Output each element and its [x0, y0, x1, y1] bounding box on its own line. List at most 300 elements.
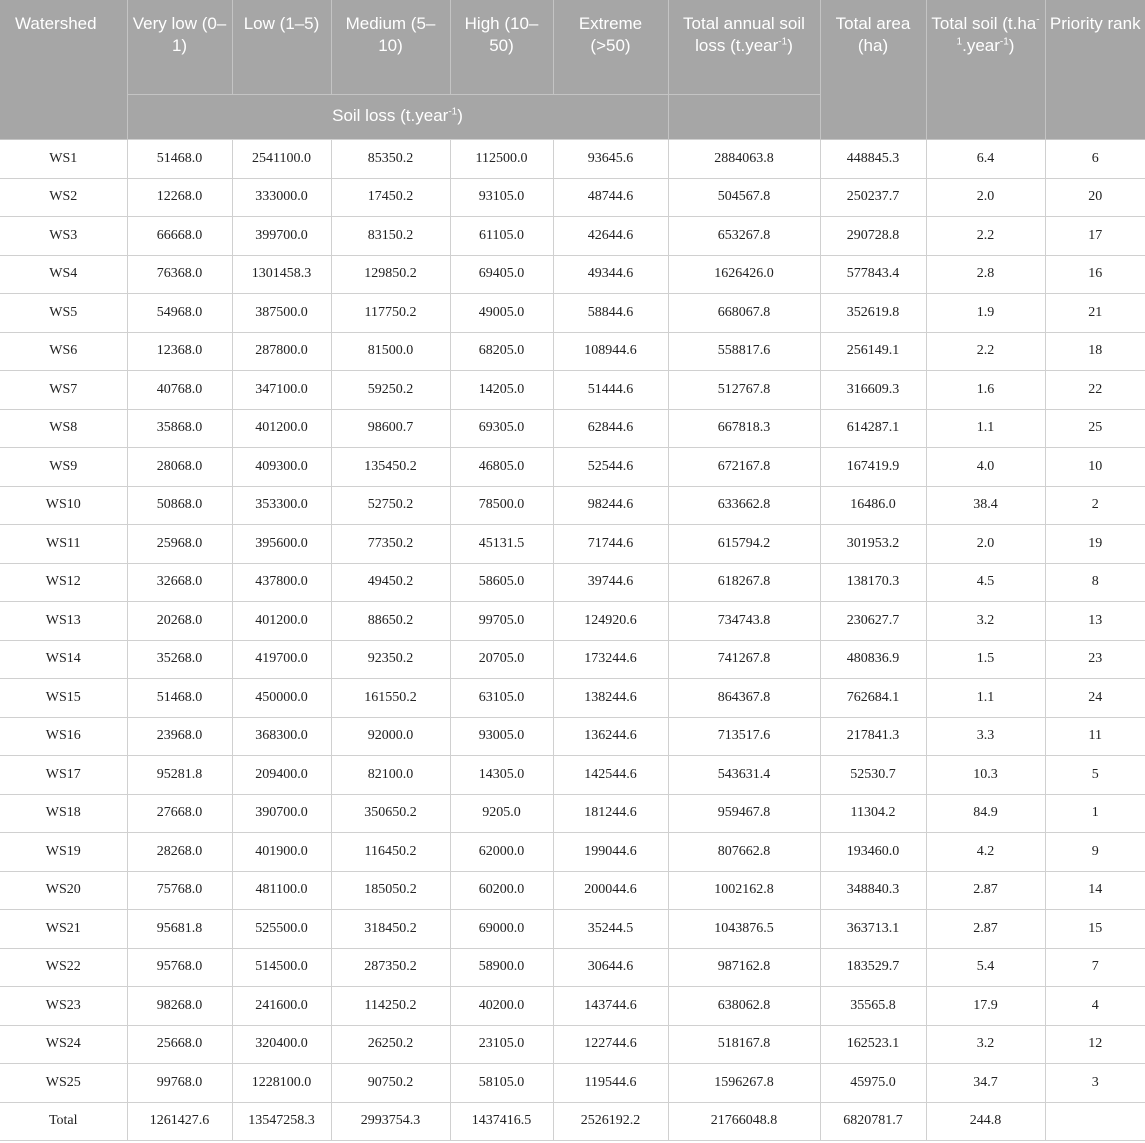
cell-low: 368300.0 [232, 717, 331, 756]
cell-priority-rank: 5 [1045, 756, 1145, 795]
cell-total-soil: 2.8 [926, 255, 1045, 294]
cell-extreme: 48744.6 [553, 178, 668, 217]
cell-total-soil: 84.9 [926, 794, 1045, 833]
table-row [0, 294, 1145, 333]
cell-very-low: 95681.8 [127, 910, 232, 949]
cell-watershed: WS4 [0, 255, 127, 294]
cell-high: 69000.0 [450, 910, 553, 949]
cell-medium: 17450.2 [331, 178, 450, 217]
cell-low: 1228100.0 [232, 1064, 331, 1103]
cell-total-area: 217841.3 [820, 717, 926, 756]
cell-total-area: 52530.7 [820, 756, 926, 795]
cell-priority-rank: 1 [1045, 794, 1145, 833]
cell-very-low: 12368.0 [127, 332, 232, 371]
cell-total-soil: 10.3 [926, 756, 1045, 795]
table-row [0, 140, 1145, 179]
cell-total-soil: 2.0 [926, 525, 1045, 564]
cell-total-annual-soil-loss: 807662.8 [668, 833, 820, 872]
table-row [0, 1025, 1145, 1064]
table-total-row [0, 1102, 1145, 1141]
cell-high: 62000.0 [450, 833, 553, 872]
cell-priority-rank [1045, 1102, 1145, 1141]
cell-high: 78500.0 [450, 486, 553, 525]
cell-extreme: 98244.6 [553, 486, 668, 525]
cell-very-low: 98268.0 [127, 987, 232, 1026]
cell-extreme: 108944.6 [553, 332, 668, 371]
cell-low: 437800.0 [232, 563, 331, 602]
cell-priority-rank: 12 [1045, 1025, 1145, 1064]
cell-extreme: 62844.6 [553, 409, 668, 448]
table-row [0, 987, 1145, 1026]
cell-medium: 59250.2 [331, 371, 450, 410]
cell-low: 399700.0 [232, 217, 331, 256]
cell-low: 525500.0 [232, 910, 331, 949]
cell-priority-rank: 13 [1045, 602, 1145, 641]
cell-very-low: 12268.0 [127, 178, 232, 217]
cell-total-annual-soil-loss: 672167.8 [668, 448, 820, 487]
header-total-annual-soil-loss: Total annual soil loss (t.year$^{-1}$) [668, 0, 820, 95]
cell-total-soil: 2.0 [926, 178, 1045, 217]
cell-total-annual-soil-loss: 668067.8 [668, 294, 820, 333]
cell-very-low: 76368.0 [127, 255, 232, 294]
cell-high: 58900.0 [450, 948, 553, 987]
cell-high: 60200.0 [450, 871, 553, 910]
cell-watershed: WS14 [0, 640, 127, 679]
header-very-low: Very low (0–1) [127, 0, 232, 95]
cell-high: 49005.0 [450, 294, 553, 333]
cell-extreme: 173244.6 [553, 640, 668, 679]
cell-very-low: 32668.0 [127, 563, 232, 602]
header-watershed: Watershed [0, 0, 127, 140]
table-row [0, 948, 1145, 987]
table-row [0, 1064, 1145, 1103]
cell-priority-rank: 11 [1045, 717, 1145, 756]
cell-low: 401200.0 [232, 409, 331, 448]
cell-total-soil: 34.7 [926, 1064, 1045, 1103]
cell-total-soil: 1.5 [926, 640, 1045, 679]
cell-high: 69305.0 [450, 409, 553, 448]
cell-extreme: 35244.5 [553, 910, 668, 949]
cell-extreme: 51444.6 [553, 371, 668, 410]
cell-watershed: WS18 [0, 794, 127, 833]
cell-extreme: 142544.6 [553, 756, 668, 795]
table-row [0, 371, 1145, 410]
table-row [0, 525, 1145, 564]
cell-low: 347100.0 [232, 371, 331, 410]
cell-total-soil: 2.2 [926, 332, 1045, 371]
cell-priority-rank: 20 [1045, 178, 1145, 217]
cell-watershed: WS12 [0, 563, 127, 602]
cell-extreme: 93645.6 [553, 140, 668, 179]
cell-very-low: 25668.0 [127, 1025, 232, 1064]
cell-low: 320400.0 [232, 1025, 331, 1064]
cell-extreme: 30644.6 [553, 948, 668, 987]
cell-priority-rank: 15 [1045, 910, 1145, 949]
cell-very-low: 1261427.6 [127, 1102, 232, 1141]
cell-priority-rank: 9 [1045, 833, 1145, 872]
cell-high: 1437416.5 [450, 1102, 553, 1141]
cell-total-soil: 2.87 [926, 910, 1045, 949]
cell-total-area: 448845.3 [820, 140, 926, 179]
cell-very-low: 27668.0 [127, 794, 232, 833]
cell-total-area: 167419.9 [820, 448, 926, 487]
cell-medium: 82100.0 [331, 756, 450, 795]
cell-extreme: 199044.6 [553, 833, 668, 872]
cell-watershed: WS2 [0, 178, 127, 217]
cell-total-annual-soil-loss: 741267.8 [668, 640, 820, 679]
cell-total-area: 11304.2 [820, 794, 926, 833]
header-soil-loss-group: Soil loss (t.year$^{-1}$) [127, 95, 668, 140]
header-high: High (10–50) [450, 0, 553, 95]
cell-medium: 85350.2 [331, 140, 450, 179]
cell-very-low: 35268.0 [127, 640, 232, 679]
cell-total-annual-soil-loss: 543631.4 [668, 756, 820, 795]
cell-high: 14205.0 [450, 371, 553, 410]
cell-medium: 350650.2 [331, 794, 450, 833]
cell-total-annual-soil-loss: 618267.8 [668, 563, 820, 602]
cell-very-low: 40768.0 [127, 371, 232, 410]
cell-total-annual-soil-loss: 2884063.8 [668, 140, 820, 179]
cell-very-low: 99768.0 [127, 1064, 232, 1103]
cell-total-area: 138170.3 [820, 563, 926, 602]
cell-low: 287800.0 [232, 332, 331, 371]
cell-total-soil: 3.3 [926, 717, 1045, 756]
cell-total-area: 45975.0 [820, 1064, 926, 1103]
cell-high: 58105.0 [450, 1064, 553, 1103]
cell-very-low: 23968.0 [127, 717, 232, 756]
cell-high: 23105.0 [450, 1025, 553, 1064]
header-blank-cell [668, 95, 820, 140]
cell-total-area: 183529.7 [820, 948, 926, 987]
header-total-soil: Total soil $(t.ha^{-1}.year^{-1})$ [926, 0, 1045, 140]
cell-high: 93005.0 [450, 717, 553, 756]
cell-priority-rank: 18 [1045, 332, 1145, 371]
cell-watershed: WS15 [0, 679, 127, 718]
table-row [0, 871, 1145, 910]
cell-extreme: 124920.6 [553, 602, 668, 641]
cell-low: 481100.0 [232, 871, 331, 910]
cell-total-soil: 1.1 [926, 409, 1045, 448]
cell-medium: 81500.0 [331, 332, 450, 371]
cell-watershed: WS21 [0, 910, 127, 949]
cell-priority-rank: 8 [1045, 563, 1145, 602]
cell-very-low: 25968.0 [127, 525, 232, 564]
cell-total-annual-soil-loss: 734743.8 [668, 602, 820, 641]
cell-total-area: 290728.8 [820, 217, 926, 256]
cell-very-low: 54968.0 [127, 294, 232, 333]
cell-medium: 90750.2 [331, 1064, 450, 1103]
cell-low: 333000.0 [232, 178, 331, 217]
cell-extreme: 49344.6 [553, 255, 668, 294]
cell-priority-rank: 3 [1045, 1064, 1145, 1103]
cell-watershed: WS13 [0, 602, 127, 641]
table-row [0, 756, 1145, 795]
cell-high: 61105.0 [450, 217, 553, 256]
cell-total-soil: 17.9 [926, 987, 1045, 1026]
header-medium: Medium (5–10) [331, 0, 450, 95]
table-row [0, 178, 1145, 217]
cell-medium: 98600.7 [331, 409, 450, 448]
cell-low: 419700.0 [232, 640, 331, 679]
cell-high: 63105.0 [450, 679, 553, 718]
cell-total-area: 301953.2 [820, 525, 926, 564]
cell-total-annual-soil-loss: 653267.8 [668, 217, 820, 256]
cell-high: 69405.0 [450, 255, 553, 294]
cell-total-annual-soil-loss: 667818.3 [668, 409, 820, 448]
cell-total-area: 614287.1 [820, 409, 926, 448]
cell-priority-rank: 21 [1045, 294, 1145, 333]
cell-low: 401900.0 [232, 833, 331, 872]
cell-watershed: WS5 [0, 294, 127, 333]
cell-total-annual-soil-loss: 615794.2 [668, 525, 820, 564]
cell-extreme: 39744.6 [553, 563, 668, 602]
table-row [0, 679, 1145, 718]
cell-total-annual-soil-loss: 1002162.8 [668, 871, 820, 910]
cell-total-annual-soil-loss: 518167.8 [668, 1025, 820, 1064]
cell-total-area: 250237.7 [820, 178, 926, 217]
table-row [0, 563, 1145, 602]
cell-total-annual-soil-loss: 504567.8 [668, 178, 820, 217]
cell-low: 401200.0 [232, 602, 331, 641]
cell-total-area: 352619.8 [820, 294, 926, 333]
cell-total-soil: 1.9 [926, 294, 1045, 333]
cell-low: 241600.0 [232, 987, 331, 1026]
cell-very-low: 95281.8 [127, 756, 232, 795]
cell-medium: 92350.2 [331, 640, 450, 679]
cell-medium: 114250.2 [331, 987, 450, 1026]
cell-priority-rank: 19 [1045, 525, 1145, 564]
cell-low: 390700.0 [232, 794, 331, 833]
cell-watershed: WS8 [0, 409, 127, 448]
cell-total-annual-soil-loss: 638062.8 [668, 987, 820, 1026]
header-total-area: Total area (ha) [820, 0, 926, 140]
cell-watershed: Total [0, 1102, 127, 1141]
cell-watershed: WS3 [0, 217, 127, 256]
cell-medium: 26250.2 [331, 1025, 450, 1064]
cell-very-low: 66668.0 [127, 217, 232, 256]
cell-priority-rank: 14 [1045, 871, 1145, 910]
cell-total-area: 316609.3 [820, 371, 926, 410]
cell-total-annual-soil-loss: 864367.8 [668, 679, 820, 718]
cell-watershed: WS1 [0, 140, 127, 179]
cell-watershed: WS10 [0, 486, 127, 525]
cell-total-soil: 1.1 [926, 679, 1045, 718]
cell-total-annual-soil-loss: 512767.8 [668, 371, 820, 410]
cell-medium: 83150.2 [331, 217, 450, 256]
table-row [0, 448, 1145, 487]
cell-low: 209400.0 [232, 756, 331, 795]
cell-watershed: WS25 [0, 1064, 127, 1103]
cell-very-low: 95768.0 [127, 948, 232, 987]
cell-high: 112500.0 [450, 140, 553, 179]
cell-medium: 185050.2 [331, 871, 450, 910]
cell-priority-rank: 4 [1045, 987, 1145, 1026]
cell-priority-rank: 24 [1045, 679, 1145, 718]
cell-watershed: WS23 [0, 987, 127, 1026]
cell-total-annual-soil-loss: 1596267.8 [668, 1064, 820, 1103]
table-row [0, 640, 1145, 679]
cell-total-soil: 4.5 [926, 563, 1045, 602]
cell-medium: 88650.2 [331, 602, 450, 641]
table-row [0, 717, 1145, 756]
cell-total-area: 762684.1 [820, 679, 926, 718]
cell-total-annual-soil-loss: 1626426.0 [668, 255, 820, 294]
cell-high: 20705.0 [450, 640, 553, 679]
cell-low: 514500.0 [232, 948, 331, 987]
cell-total-area: 577843.4 [820, 255, 926, 294]
cell-priority-rank: 22 [1045, 371, 1145, 410]
cell-very-low: 51468.0 [127, 679, 232, 718]
cell-very-low: 35868.0 [127, 409, 232, 448]
cell-very-low: 50868.0 [127, 486, 232, 525]
cell-medium: 117750.2 [331, 294, 450, 333]
cell-total-annual-soil-loss: 987162.8 [668, 948, 820, 987]
cell-medium: 287350.2 [331, 948, 450, 987]
cell-total-soil: 2.87 [926, 871, 1045, 910]
cell-total-area: 35565.8 [820, 987, 926, 1026]
cell-very-low: 75768.0 [127, 871, 232, 910]
cell-extreme: 2526192.2 [553, 1102, 668, 1141]
cell-extreme: 181244.6 [553, 794, 668, 833]
table-row [0, 409, 1145, 448]
cell-very-low: 20268.0 [127, 602, 232, 641]
cell-extreme: 52544.6 [553, 448, 668, 487]
cell-total-soil: 1.6 [926, 371, 1045, 410]
cell-very-low: 51468.0 [127, 140, 232, 179]
cell-watershed: WS7 [0, 371, 127, 410]
cell-total-soil: 3.2 [926, 1025, 1045, 1064]
cell-total-soil: 244.8 [926, 1102, 1045, 1141]
cell-low: 450000.0 [232, 679, 331, 718]
cell-watershed: WS17 [0, 756, 127, 795]
cell-high: 58605.0 [450, 563, 553, 602]
cell-priority-rank: 2 [1045, 486, 1145, 525]
cell-priority-rank: 25 [1045, 409, 1145, 448]
cell-total-annual-soil-loss: 1043876.5 [668, 910, 820, 949]
cell-medium: 49450.2 [331, 563, 450, 602]
cell-medium: 2993754.3 [331, 1102, 450, 1141]
cell-total-area: 6820781.7 [820, 1102, 926, 1141]
cell-extreme: 143744.6 [553, 987, 668, 1026]
table-row [0, 602, 1145, 641]
cell-total-soil: 4.0 [926, 448, 1045, 487]
cell-total-area: 480836.9 [820, 640, 926, 679]
cell-watershed: WS16 [0, 717, 127, 756]
table-row [0, 486, 1145, 525]
cell-low: 409300.0 [232, 448, 331, 487]
cell-total-area: 162523.1 [820, 1025, 926, 1064]
cell-priority-rank: 23 [1045, 640, 1145, 679]
table-row [0, 910, 1145, 949]
cell-total-soil: 4.2 [926, 833, 1045, 872]
cell-extreme: 119544.6 [553, 1064, 668, 1103]
cell-total-soil: 5.4 [926, 948, 1045, 987]
cell-very-low: 28068.0 [127, 448, 232, 487]
header-low: Low (1–5) [232, 0, 331, 95]
cell-medium: 129850.2 [331, 255, 450, 294]
cell-watershed: WS22 [0, 948, 127, 987]
cell-very-low: 28268.0 [127, 833, 232, 872]
table-row [0, 255, 1145, 294]
cell-medium: 116450.2 [331, 833, 450, 872]
cell-high: 9205.0 [450, 794, 553, 833]
cell-high: 99705.0 [450, 602, 553, 641]
cell-high: 46805.0 [450, 448, 553, 487]
header-extreme: Extreme (>50) [553, 0, 668, 95]
cell-extreme: 71744.6 [553, 525, 668, 564]
cell-total-annual-soil-loss: 713517.6 [668, 717, 820, 756]
cell-extreme: 122744.6 [553, 1025, 668, 1064]
table-body [0, 140, 1145, 1141]
cell-low: 387500.0 [232, 294, 331, 333]
cell-low: 395600.0 [232, 525, 331, 564]
cell-total-soil: 38.4 [926, 486, 1045, 525]
cell-total-area: 16486.0 [820, 486, 926, 525]
cell-medium: 161550.2 [331, 679, 450, 718]
cell-low: 2541100.0 [232, 140, 331, 179]
cell-watershed: WS24 [0, 1025, 127, 1064]
table-header [0, 0, 1145, 140]
cell-low: 1301458.3 [232, 255, 331, 294]
cell-watershed: WS9 [0, 448, 127, 487]
cell-priority-rank: 16 [1045, 255, 1145, 294]
cell-total-area: 348840.3 [820, 871, 926, 910]
cell-low: 13547258.3 [232, 1102, 331, 1141]
table-row [0, 794, 1145, 833]
cell-priority-rank: 6 [1045, 140, 1145, 179]
cell-high: 14305.0 [450, 756, 553, 795]
cell-watershed: WS11 [0, 525, 127, 564]
cell-total-soil: 6.4 [926, 140, 1045, 179]
cell-extreme: 200044.6 [553, 871, 668, 910]
cell-total-annual-soil-loss: 21766048.8 [668, 1102, 820, 1141]
cell-priority-rank: 7 [1045, 948, 1145, 987]
cell-watershed: WS20 [0, 871, 127, 910]
cell-medium: 318450.2 [331, 910, 450, 949]
cell-total-soil: 2.2 [926, 217, 1045, 256]
cell-high: 93105.0 [450, 178, 553, 217]
cell-medium: 52750.2 [331, 486, 450, 525]
cell-total-area: 256149.1 [820, 332, 926, 371]
table-row [0, 217, 1145, 256]
cell-high: 45131.5 [450, 525, 553, 564]
table-row [0, 833, 1145, 872]
header-priority-rank: Priority rank [1045, 0, 1145, 140]
cell-total-annual-soil-loss: 633662.8 [668, 486, 820, 525]
cell-total-area: 193460.0 [820, 833, 926, 872]
table-row [0, 332, 1145, 371]
cell-medium: 77350.2 [331, 525, 450, 564]
cell-total-area: 230627.7 [820, 602, 926, 641]
cell-total-annual-soil-loss: 558817.6 [668, 332, 820, 371]
cell-watershed: WS6 [0, 332, 127, 371]
cell-high: 68205.0 [450, 332, 553, 371]
cell-medium: 135450.2 [331, 448, 450, 487]
cell-extreme: 42644.6 [553, 217, 668, 256]
cell-high: 40200.0 [450, 987, 553, 1026]
cell-priority-rank: 17 [1045, 217, 1145, 256]
cell-priority-rank: 10 [1045, 448, 1145, 487]
cell-extreme: 58844.6 [553, 294, 668, 333]
cell-extreme: 138244.6 [553, 679, 668, 718]
cell-total-annual-soil-loss: 959467.8 [668, 794, 820, 833]
cell-total-area: 363713.1 [820, 910, 926, 949]
cell-watershed: WS19 [0, 833, 127, 872]
cell-medium: 92000.0 [331, 717, 450, 756]
cell-low: 353300.0 [232, 486, 331, 525]
cell-total-soil: 3.2 [926, 602, 1045, 641]
cell-extreme: 136244.6 [553, 717, 668, 756]
